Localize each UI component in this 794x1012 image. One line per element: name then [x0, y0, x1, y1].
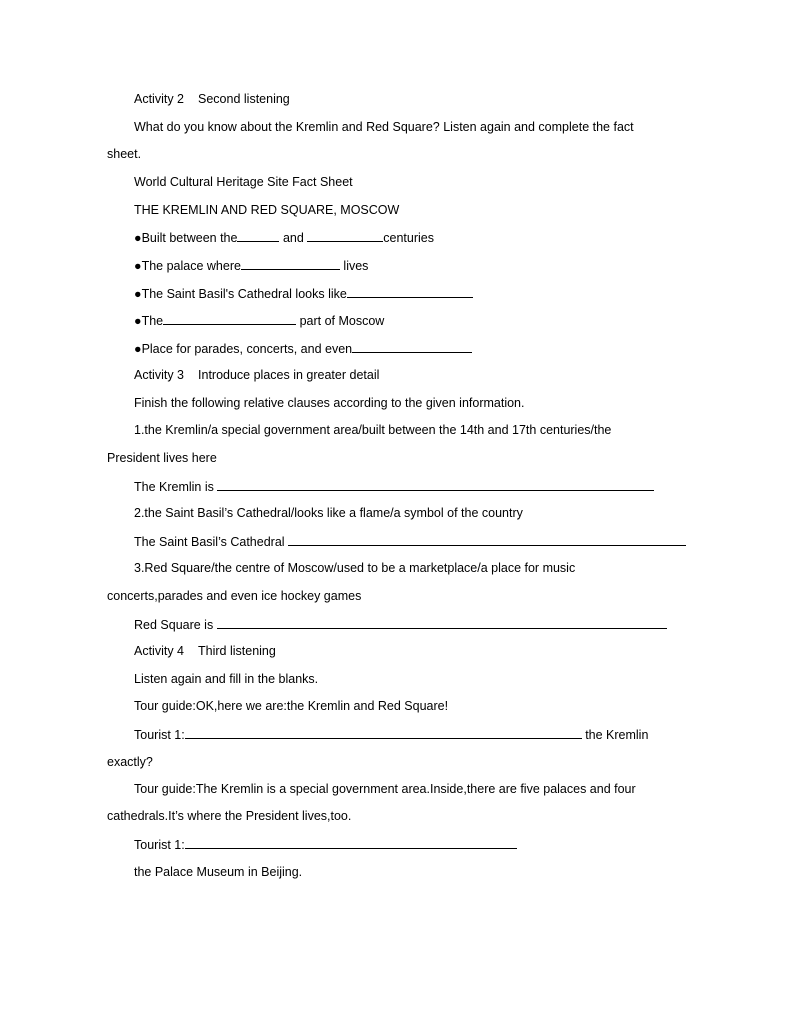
- dialogue-line-3: Tour guide:The Kremlin is a special government area.Inside,there are five palaces and four: [134, 782, 636, 796]
- fact-item-4: ●The part of Moscow: [134, 314, 385, 328]
- answer-blank[interactable]: [217, 616, 667, 629]
- question-1: 1.the Kremlin/a special government area/built between the 14th and 17th centuries/the: [134, 423, 612, 437]
- dialogue-line-2-cont: exactly?: [107, 755, 153, 769]
- dialogue-line-3-cont: cathedrals.It’s where the President lives,too.: [107, 809, 352, 823]
- activity4-instruction: Listen again and fill in the blanks.: [134, 672, 319, 686]
- bullet-icon: ●: [134, 231, 142, 245]
- activity2-instruction-cont: sheet.: [107, 147, 142, 161]
- bullet-icon: ●: [134, 342, 142, 356]
- activity4-heading-line: [134, 643, 694, 659]
- dialogue-line-4: Tourist 1:: [134, 836, 694, 853]
- fact-item-3: ●The Saint Basil's Cathedral looks like: [134, 285, 694, 302]
- question-3: 3.Red Square/the centre of Moscow/used to be a marketplace/a place for music: [134, 561, 576, 575]
- activity2-heading-line: [134, 91, 694, 107]
- activity3-heading: Activity 3: [134, 368, 185, 382]
- blank-field[interactable]: [241, 257, 340, 270]
- blank-field[interactable]: [307, 229, 383, 242]
- activity4-heading: Activity 4: [134, 644, 185, 658]
- blank-field[interactable]: [237, 229, 279, 242]
- blank-field[interactable]: [347, 285, 473, 298]
- bullet-icon: ●: [134, 259, 142, 273]
- answer-1-line: The Kremlin is: [134, 478, 694, 495]
- fact-item-1: ●Built between the and centuries: [134, 231, 435, 245]
- answer-blank[interactable]: [288, 533, 686, 546]
- activity3-instruction: Finish the following relative clauses according to the given information.: [134, 396, 525, 410]
- dialogue-line-1: Tour guide:OK,here we are:the Kremlin and Red Square!: [134, 699, 449, 713]
- dialogue-line-2: Tourist 1: the Kremlin: [134, 728, 649, 742]
- question-1-cont: President lives here: [107, 451, 217, 465]
- answer-blank[interactable]: [217, 478, 654, 491]
- activity3-heading-line: [134, 367, 694, 383]
- answer-blank[interactable]: [185, 836, 517, 849]
- activity2-instruction: What do you know about the Kremlin and Red Square? Listen again and complete the fact: [134, 120, 634, 134]
- blank-field[interactable]: [163, 312, 296, 325]
- blank-field[interactable]: [352, 340, 472, 353]
- fact-sheet-subtitle: THE KREMLIN AND RED SQUARE, MOSCOW: [134, 203, 400, 217]
- fact-sheet-title: World Cultural Heritage Site Fact Sheet: [134, 175, 353, 189]
- activity2-heading: Activity 2: [134, 92, 185, 106]
- answer-blank[interactable]: [185, 726, 582, 739]
- activity3-subheading: Introduce places in greater detail: [198, 368, 380, 382]
- fact-item-2: ●The palace where lives: [134, 259, 369, 273]
- answer-3-line: Red Square is: [134, 616, 694, 633]
- question-2: 2.the Saint Basil’s Cathedral/looks like a flame/a symbol of the country: [134, 506, 523, 520]
- bullet-icon: ●: [134, 314, 142, 328]
- activity2-subheading: Second listening: [198, 92, 290, 106]
- activity4-subheading: Third listening: [198, 644, 276, 658]
- dialogue-line-5: the Palace Museum in Beijing.: [134, 865, 303, 879]
- answer-2-line: The Saint Basil’s Cathedral: [134, 533, 694, 550]
- fact-item-5: ●Place for parades, concerts, and even: [134, 340, 694, 357]
- question-3-cont: concerts,parades and even ice hockey games: [107, 589, 362, 603]
- bullet-icon: ●: [134, 287, 142, 301]
